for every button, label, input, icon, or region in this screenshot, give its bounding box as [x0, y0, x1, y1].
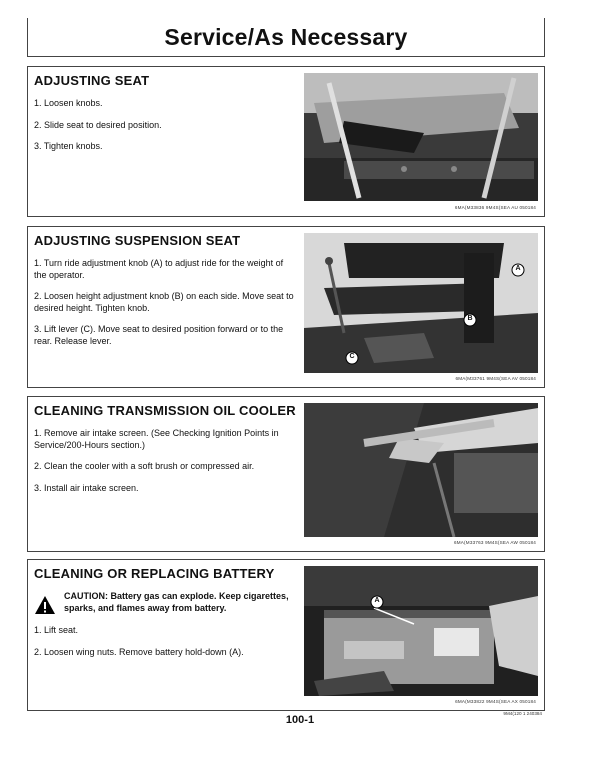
section-adjusting-suspension-seat	[27, 226, 545, 388]
photo-caption: 6MA(M33836 9M4S(SEA AU 050184	[454, 205, 536, 210]
step-3: 3. Lift lever (C). Move seat to desired position forward or to the rear. Release lever.	[34, 324, 284, 346]
step-1: 1. Turn ride adjustment knob (A) to adjust ride for the weight of the operator.	[34, 258, 284, 280]
step-3: 3. Install air intake screen.	[34, 482, 139, 493]
callout-a: A	[374, 597, 380, 604]
section-heading: ADJUSTING SEAT	[34, 73, 150, 88]
section-adjusting-seat	[27, 66, 545, 217]
section-text	[34, 566, 296, 668]
callout-b: B	[467, 315, 473, 322]
caution-text: CAUTION: Battery gas can explode. Keep cigarettes, sparks, and flames away from battery.	[64, 591, 289, 613]
section-text	[34, 403, 296, 504]
section-cleaning-transmission-oil-cooler	[27, 396, 545, 552]
step-1: 1. Remove air intake screen. (See Checking Ignition Points in Service/200-Hours section.)	[34, 428, 279, 450]
section-heading: CLEANING OR REPLACING BATTERY	[34, 566, 275, 581]
section-heading: CLEANING TRANSMISSION OIL COOLER	[34, 403, 296, 418]
section-text	[34, 73, 296, 163]
step-2: 2. Slide seat to desired position.	[34, 119, 162, 130]
photo-caption: 6MA(M33761 9M4S(SEA AV 050184	[455, 376, 536, 381]
page-title: Service/As Necessary	[164, 24, 408, 50]
caution-block	[34, 591, 296, 615]
oil-cooler-photo	[304, 403, 538, 537]
section-cleaning-or-replacing-battery	[27, 559, 545, 711]
warning-icon	[34, 595, 56, 615]
section-text	[34, 233, 296, 357]
step-1: 1. Loosen knobs.	[34, 98, 103, 108]
seat-photo	[304, 73, 538, 201]
step-2: 2. Loosen height adjustment knob (B) on each side. Move seat to desired height. Tighten knob.	[34, 291, 294, 313]
step-2: 2. Clean the cooler with a soft brush or compressed air.	[34, 461, 255, 471]
callout-c: C	[349, 353, 355, 360]
page-code: 9M4(120 1 240384	[503, 711, 542, 716]
page-number: 100-1	[285, 714, 315, 726]
suspension-seat-photo	[304, 233, 538, 373]
page-title-box	[27, 18, 545, 57]
callout-a: A	[515, 265, 521, 272]
photo-caption: 6MA(M33763 9M4S(SEA AW 050184	[454, 540, 536, 545]
photo-caption: 6MA(M33822 9M4S(SEA AX 050184	[455, 699, 536, 704]
step-2: 2. Loosen wing nuts. Remove battery hold-down (A).	[34, 646, 244, 657]
section-heading: ADJUSTING SUSPENSION SEAT	[34, 233, 241, 248]
battery-photo	[304, 566, 538, 696]
step-1: 1. Lift seat.	[34, 625, 79, 635]
step-3: 3. Tighten knobs.	[34, 141, 103, 151]
